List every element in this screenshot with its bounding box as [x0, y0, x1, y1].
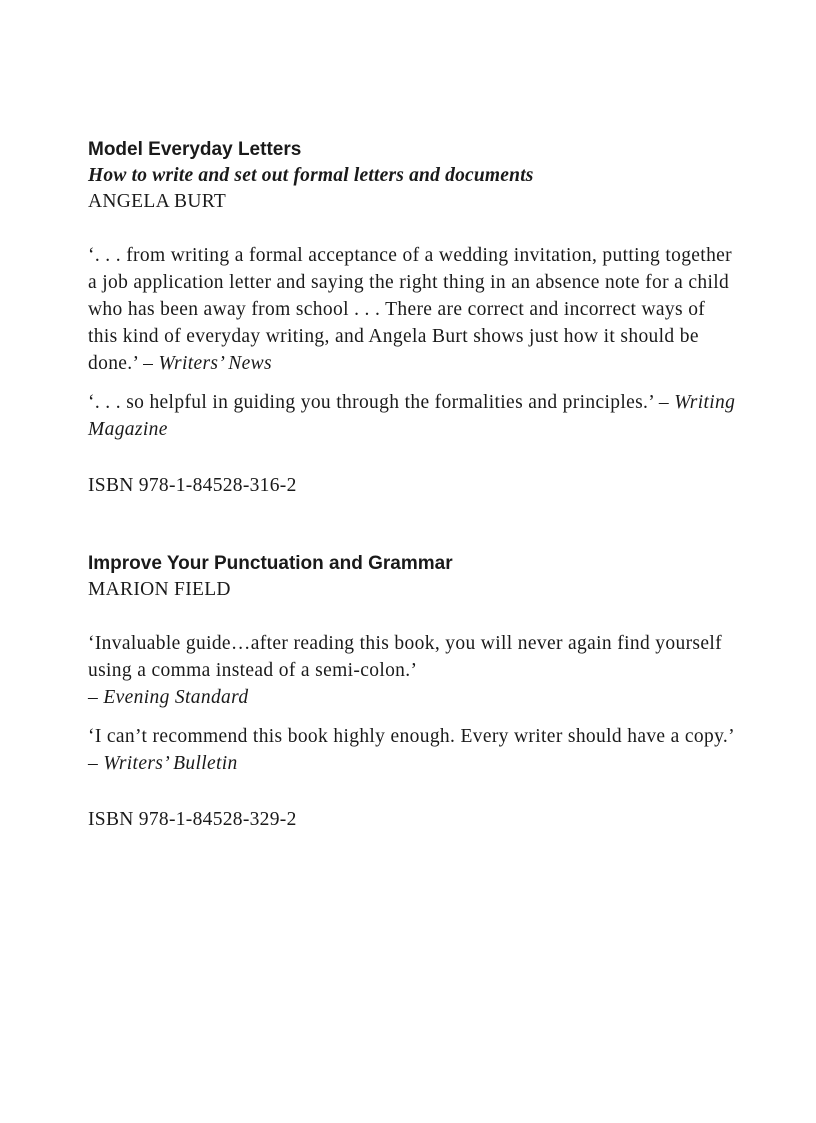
- review-quote: [88, 242, 738, 377]
- book-author: ANGELA BURT: [88, 191, 227, 212]
- quote-source: Writers’ Bulletin: [103, 753, 238, 774]
- quote-source: – Evening Standard: [88, 687, 249, 708]
- book-entry-model-everyday-letters: [88, 136, 738, 499]
- quote-text: ‘I can’t recommend this book highly enough. Every writer should have a copy.’ –: [88, 726, 734, 774]
- review-quote: [88, 630, 738, 711]
- review-quote: [88, 389, 738, 443]
- quote-text: ‘. . . so helpful in guiding you through the formalities and principles.’ –: [88, 392, 675, 413]
- quote-text: ‘. . . from writing a formal acceptance of a wedding invitation, putting together a job application letter and saying the right thing in an absence note for a child who has been away from school . . . There are correct and incorrect ways of this kind of everyday writing, and Angela Burt shows just how it should be done.’ –: [88, 245, 733, 374]
- book-author: MARION FIELD: [88, 579, 231, 600]
- review-quotes: [88, 242, 738, 443]
- book-entry-improve-your-punctuation: [88, 550, 738, 833]
- quote-text: ‘Invaluable guide…after reading this book, you will never again find yourself using a comma instead of a semi-colon.’: [88, 633, 722, 681]
- quote-source: Writers’ News: [158, 353, 272, 374]
- book-isbn: ISBN 978-1-84528-329-2: [88, 809, 297, 830]
- book-isbn: ISBN 978-1-84528-316-2: [88, 475, 297, 496]
- book-title: Model Everyday Letters: [88, 139, 302, 160]
- book-subtitle: How to write and set out formal letters and documents: [88, 165, 534, 186]
- page-content: [88, 136, 738, 833]
- review-quote: [88, 723, 738, 777]
- book-title: Improve Your Punctuation and Grammar: [88, 553, 453, 574]
- quote-source: Writing Magazine: [88, 392, 736, 440]
- review-quotes: [88, 630, 738, 777]
